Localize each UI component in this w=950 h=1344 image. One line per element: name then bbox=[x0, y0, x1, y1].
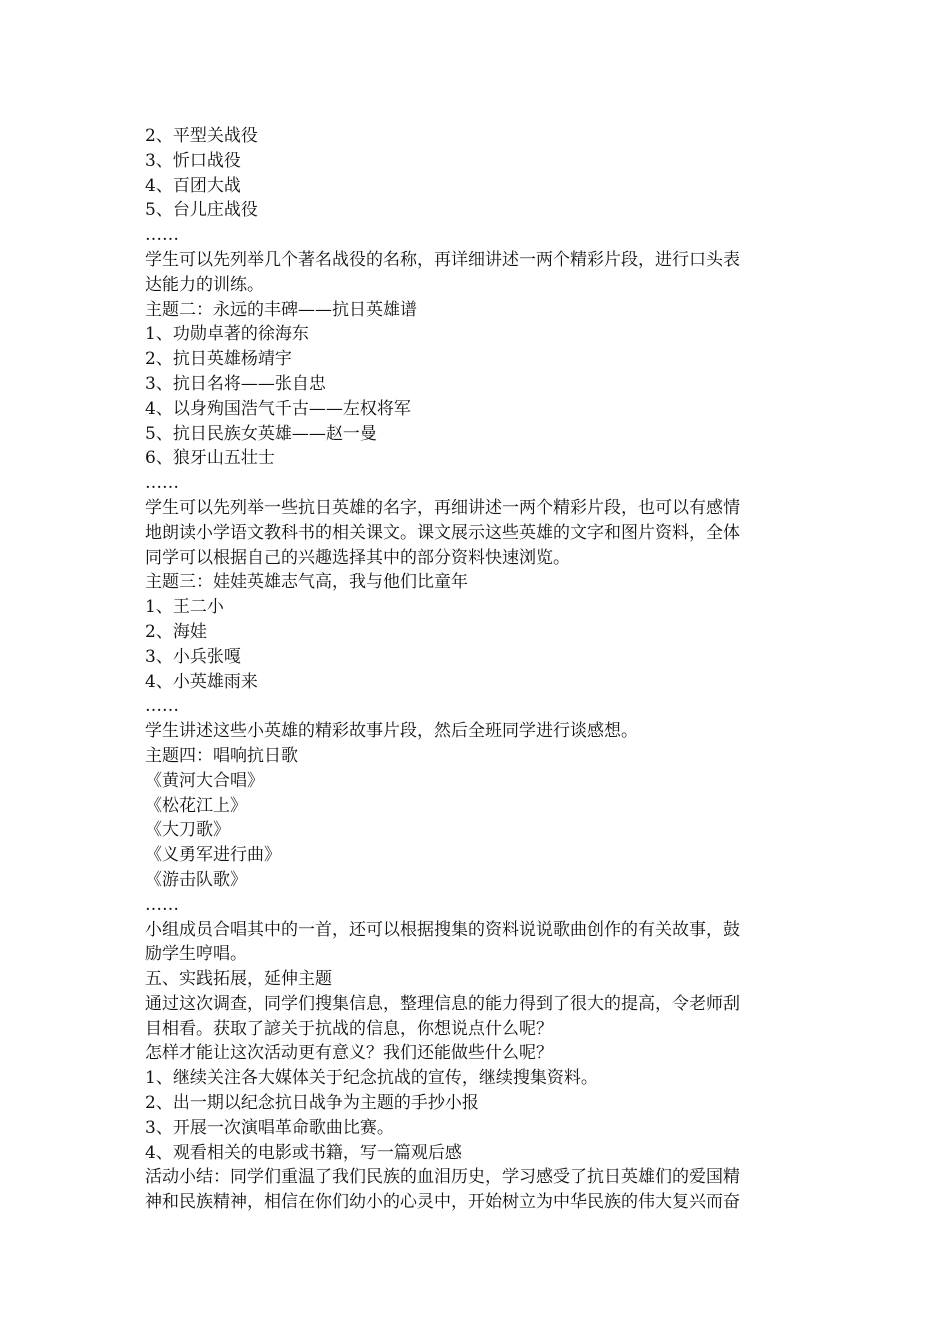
list-item: 2、抗日英雄杨靖宇 bbox=[145, 349, 292, 370]
section-heading: 主题二：永远的丰碑——抗日英雄谱 bbox=[145, 299, 417, 320]
list-item: 3、小兵张嘎 bbox=[145, 646, 241, 667]
list-item: 1、王二小 bbox=[145, 597, 224, 618]
list-item: 1、继续关注各大媒体关于纪念抗战的宣传，继续搜集资料。 bbox=[145, 1068, 598, 1089]
paragraph-line: 目相看。获取了諺关于抗战的信息，你想说点什么呢？ bbox=[145, 1018, 553, 1039]
list-item: 3、忻口战役 bbox=[145, 150, 241, 171]
section-heading: 五、实践拓展，延伸主题 bbox=[145, 969, 332, 990]
paragraph-line: 怎样才能让这次活动更有意义？我们还能做些什么呢？ bbox=[145, 1043, 553, 1064]
paragraph-line: 学生可以先列举几个著名战役的名称，再详细讲述一两个精彩片段，进行口头表 bbox=[145, 249, 740, 270]
ellipsis: …… bbox=[145, 473, 179, 494]
list-item: 4、小英雄雨来 bbox=[145, 671, 258, 692]
list-item: 《游击队歌》 bbox=[145, 869, 247, 890]
list-item: 《黄河大合唱》 bbox=[145, 770, 264, 791]
list-item: 《义勇军进行曲》 bbox=[145, 845, 281, 866]
section-heading: 主题三：娃娃英雄志气高，我与他们比童年 bbox=[145, 572, 468, 593]
ellipsis: …… bbox=[145, 696, 179, 717]
list-item: 6、狼牙山五壮士 bbox=[145, 448, 275, 469]
paragraph-line: 励学生哼唱。 bbox=[145, 944, 247, 965]
list-item: 《松花江上》 bbox=[145, 795, 247, 816]
list-item: 2、海娃 bbox=[145, 621, 207, 642]
paragraph-line: 地朗读小学语文教科书的相关课文。课文展示这些英雄的文字和图片资料，全体 bbox=[145, 522, 740, 543]
list-item: 《大刀歌》 bbox=[145, 820, 230, 841]
paragraph-line: 小组成员合唱其中的一首，还可以根据搜集的资料说说歌曲创作的有关故事，鼓 bbox=[145, 919, 740, 940]
paragraph-line: 活动小结：同学们重温了我们民族的血泪历史，学习感受了抗日英雄们的爱国精 bbox=[145, 1167, 740, 1188]
list-item: 2、平型关战役 bbox=[145, 126, 258, 146]
list-item: 4、以身殉国浩气千古——左权将军 bbox=[145, 398, 411, 419]
paragraph-line: 同学可以根据自己的兴趣选择其中的部分资料快速浏览。 bbox=[145, 547, 570, 568]
document-body bbox=[145, 124, 811, 1215]
list-item: 5、抗日民族女英雄——赵一曼 bbox=[145, 423, 377, 444]
list-item: 3、开展一次演唱革命歌曲比赛。 bbox=[145, 1117, 394, 1138]
paragraph-line: 学生讲述这些小英雄的精彩故事片段，然后全班同学进行谈感想。 bbox=[145, 721, 638, 742]
section-heading: 主题四：唱响抗日歌 bbox=[145, 745, 298, 766]
paragraph-line: 学生可以先列举一些抗日英雄的名字，再细讲述一两个精彩片段，也可以有感情 bbox=[145, 497, 740, 518]
list-item: 4、观看相关的电影或书籍，写一篇观后感 bbox=[145, 1142, 462, 1163]
list-item: 5、台儿庄战役 bbox=[145, 200, 258, 221]
paragraph-line: 通过这次调查，同学们搜集信息，整理信息的能力得到了很大的提高，令老师刮 bbox=[145, 993, 740, 1014]
list-item: 4、百团大战 bbox=[145, 175, 241, 196]
ellipsis: …… bbox=[145, 225, 179, 246]
paragraph-line: 达能力的训练。 bbox=[145, 274, 264, 295]
list-item: 1、功勋卓著的徐海东 bbox=[145, 324, 309, 345]
ellipsis: …… bbox=[145, 894, 179, 915]
list-item: 2、出一期以纪念抗日战争为主题的手抄小报 bbox=[145, 1093, 479, 1114]
list-item: 3、抗日名将——张自忠 bbox=[145, 373, 326, 394]
paragraph-line: 神和民族精神，相信在你们幼小的心灵中，开始树立为中华民族的伟大复兴而奋 bbox=[145, 1192, 740, 1213]
